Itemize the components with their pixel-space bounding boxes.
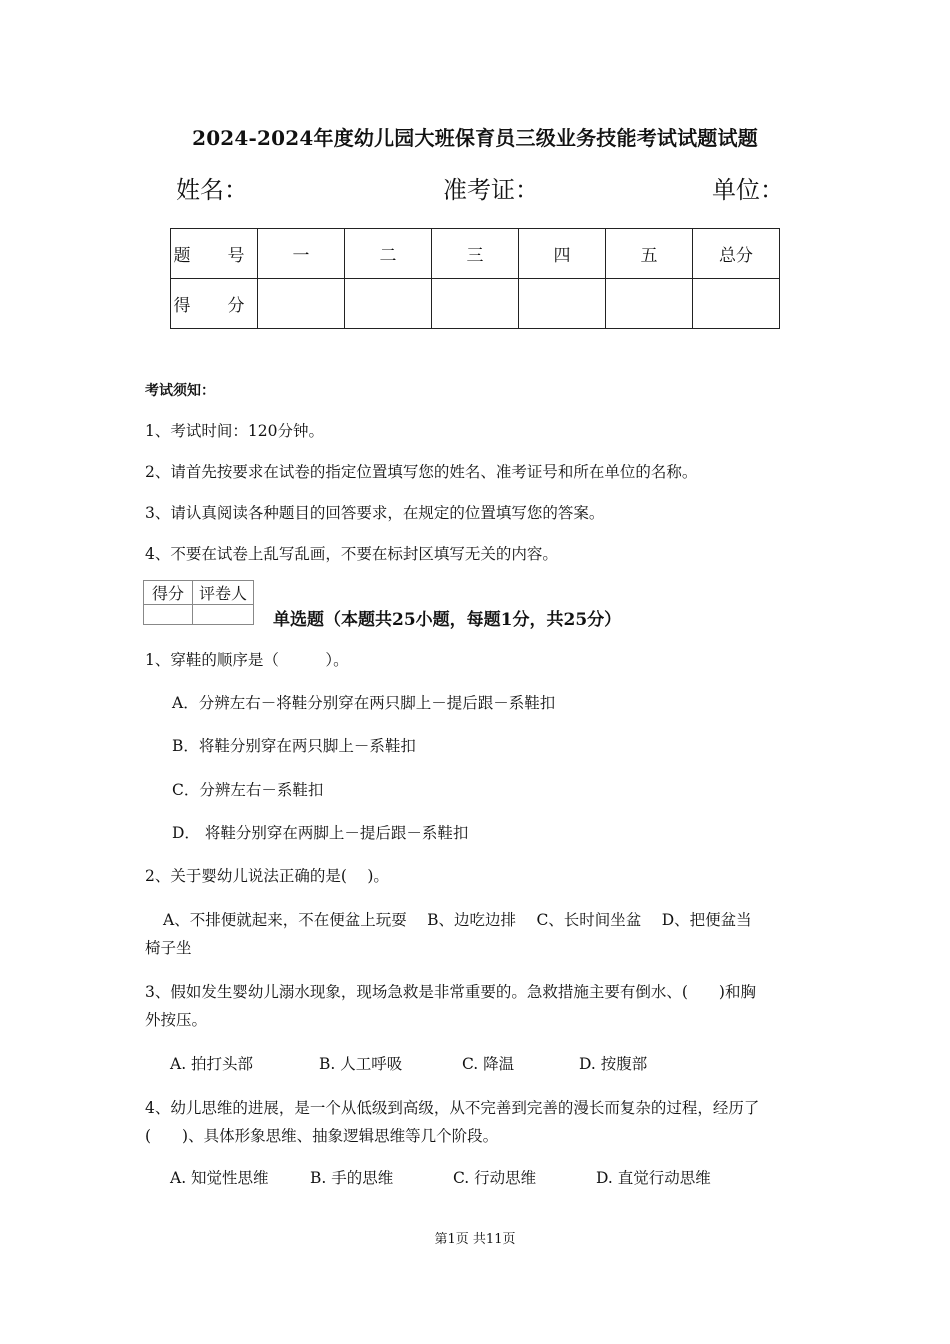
question-3-option-c: C. 降温 bbox=[462, 1055, 515, 1073]
notice-item: 3、请认真阅读各种题目的回答要求，在规定的位置填写您的答案。 bbox=[145, 504, 605, 522]
score-cell-3[interactable] bbox=[432, 279, 519, 329]
header-cell-question-no: 题 号 bbox=[171, 229, 258, 279]
page-footer: 第1页 共11页 bbox=[434, 1232, 516, 1247]
question-3-option-d: D. 按腹部 bbox=[579, 1055, 648, 1073]
score-cell-4[interactable] bbox=[519, 279, 606, 329]
question-1-option-c: C．分辨左右－系鞋扣 bbox=[172, 781, 324, 799]
grader-table-grader-cell[interactable] bbox=[193, 605, 254, 625]
score-cell-1[interactable] bbox=[258, 279, 345, 329]
section-title: 单选题（本题共25小题，每题1分，共25分） bbox=[273, 610, 622, 630]
score-table bbox=[170, 228, 780, 329]
notice-title: 考试须知： bbox=[145, 383, 215, 399]
unit-field-label: 单位： bbox=[712, 176, 784, 204]
question-1-option-d: D． 将鞋分别穿在两脚上－提后跟－系鞋扣 bbox=[172, 824, 469, 842]
question-4-stem: 4、幼儿思维的进展，是一个从低级到高级，从不完善到完善的漫长而复杂的过程，经历了 bbox=[145, 1099, 760, 1117]
question-4-option-c: C. 行动思维 bbox=[453, 1169, 537, 1187]
score-cell-5[interactable] bbox=[606, 279, 693, 329]
grader-table-grader-label: 评卷人 bbox=[193, 581, 254, 605]
notice-item: 4、不要在试卷上乱写乱画，不要在标封区填写无关的内容。 bbox=[145, 545, 558, 563]
score-table-score-row bbox=[171, 279, 780, 329]
question-1-option-a: A．分辨左右－将鞋分别穿在两只脚上－提后跟－系鞋扣 bbox=[172, 694, 556, 712]
name-field-label: 姓名： bbox=[176, 176, 248, 204]
grader-table-score-cell[interactable] bbox=[144, 605, 193, 625]
grader-table-score-label: 得分 bbox=[144, 581, 193, 605]
score-cell-total[interactable] bbox=[693, 279, 780, 329]
score-cell-2[interactable] bbox=[345, 279, 432, 329]
question-4-option-b: B. 手的思维 bbox=[310, 1169, 394, 1187]
header-cell-total: 总分 bbox=[693, 229, 780, 279]
question-4-option-d: D. 直觉行动思维 bbox=[596, 1169, 711, 1187]
header-cell-3: 三 bbox=[432, 229, 519, 279]
score-table-header-row bbox=[171, 229, 780, 279]
question-2-stem: 2、关于婴幼儿说法正确的是( )。 bbox=[145, 867, 389, 885]
header-cell-2: 二 bbox=[345, 229, 432, 279]
question-3-stem: 3、假如发生婴幼儿溺水现象，现场急救是非常重要的。急救措施主要有倒水、( )和胸 bbox=[145, 983, 756, 1001]
header-cell-1: 一 bbox=[258, 229, 345, 279]
question-1-stem: 1、穿鞋的顺序是（ ）。 bbox=[145, 651, 349, 669]
question-1-option-b: B．将鞋分别穿在两只脚上－系鞋扣 bbox=[172, 737, 416, 755]
score-row-label: 得 分 bbox=[171, 279, 258, 329]
question-3-option-a: A. 拍打头部 bbox=[170, 1055, 254, 1073]
exam-id-field-label: 准考证： bbox=[443, 176, 539, 204]
document-title: 2024-2024年度幼儿园大班保育员三级业务技能考试试题试题 bbox=[192, 126, 758, 150]
question-2-options: A、不排便就起来，不在便盆上玩耍 B、边吃边排 C、长时间坐盆 D、把便盆当 bbox=[163, 911, 752, 929]
question-3-option-b: B. 人工呼吸 bbox=[319, 1055, 403, 1073]
notice-item: 2、请首先按要求在试卷的指定位置填写您的姓名、准考证号和所在单位的名称。 bbox=[145, 463, 698, 481]
grader-table bbox=[143, 580, 254, 625]
question-4-option-a: A. 知觉性思维 bbox=[170, 1169, 269, 1187]
question-4-stem-continued: ( )、具体形象思维、抽象逻辑思维等几个阶段。 bbox=[145, 1127, 499, 1145]
question-2-options-continued: 椅子坐 bbox=[145, 939, 192, 957]
header-cell-5: 五 bbox=[606, 229, 693, 279]
header-cell-4: 四 bbox=[519, 229, 606, 279]
notice-item: 1、考试时间：120分钟。 bbox=[145, 422, 324, 440]
question-3-stem-continued: 外按压。 bbox=[145, 1011, 208, 1029]
